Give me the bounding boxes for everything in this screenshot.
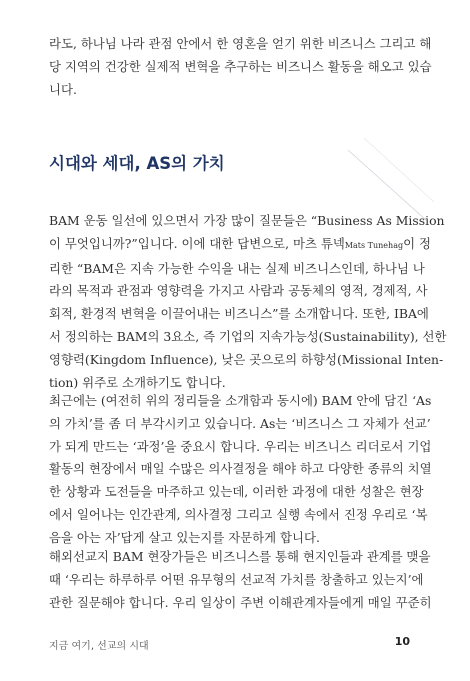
text-line: 활동의 현장에서 매일 수많은 의사결정을 해야 하고 다양한 종류의 치열 xyxy=(49,461,432,477)
text-line: 때 ‘우리는 하루하루 어떤 유무형의 선교적 가치를 창출하고 있는지’에 xyxy=(49,571,424,587)
intro-paragraph xyxy=(49,33,432,101)
text-line: 영향력(Kingdom Influence), 낮은 곳으로의 하향성(Missional Inten- xyxy=(49,351,444,367)
text-line: 라의 목적과 관점과 영향력을 가지고 사람과 공동체의 영적, 경제적, 사 xyxy=(49,283,428,299)
text-line: 에서 일어나는 인간관계, 의사결정 그리고 실행 속에서 진정 우리로 ‘복 xyxy=(49,506,428,522)
text-line: 당 지역의 건강한 실제적 변혁을 추구하는 비즈니스 활동을 해오고 있습 xyxy=(49,58,432,74)
text-line: 의 가치’를 좀 더 부각시키고 있습니다. As는 ‘비즈니스 그 자체가 선교’ xyxy=(49,415,431,431)
text-line: 니다. xyxy=(49,81,77,97)
page-number: 10 xyxy=(394,635,410,648)
paragraph-as-value xyxy=(49,390,432,550)
text-line: 해외선교지 BAM 현장가들은 비즈니스를 통해 현지인들과 관계를 맺을 xyxy=(49,549,431,564)
text-line: 라도, 하나님 나라 관점 안에서 한 영혼을 얻기 위한 비즈니스 그리고 해 xyxy=(49,36,432,51)
text-line: 가 되게 만드는 ‘과정’을 중요시 합니다. 우리는 비즈니스 리더로서 기업 xyxy=(49,438,432,454)
paragraph-field-practitioners xyxy=(49,546,432,614)
text-line: 이 무엇입니까?”입니다. 이에 대한 답변으로, 마츠 튜넥Mats Tunehag이 정 xyxy=(49,235,431,251)
section-heading: 시대와 세대, AS의 가치 xyxy=(49,154,225,173)
text-line: 서 정의하는 BAM의 3요소, 즉 기업의 지속가능성(Sustainability), 선한 xyxy=(49,328,447,344)
name-annotation: Mats Tunehag xyxy=(344,240,404,250)
text-line: 관한 질문해야 합니다. 우리 일상이 주변 이해관계자들에게 매일 꾸준히 xyxy=(49,594,432,610)
running-footer-title: 지금 여기, 선교의 시대 xyxy=(49,641,149,652)
text-line: 음을 아는 자’답게 살고 있는지를 자문하게 합니다. xyxy=(49,529,320,545)
text-line: 한 상황과 도전들을 마주하고 있는데, 이러한 과정에 대한 성찰은 현장 xyxy=(49,484,424,500)
paragraph-bam-definition xyxy=(49,210,447,394)
text-line: 리한 “BAM은 지속 가능한 수익을 내는 실제 비즈니스인데, 하나님 나 xyxy=(49,260,425,276)
text-line: tion) 위주로 소개하기도 합니다. xyxy=(49,374,226,390)
text-line: BAM 운동 일선에 있으면서 가장 많이 질문들은 “Business As Mission xyxy=(49,213,445,228)
text-line: 최근에는 (여전히 위의 정리들을 소개함과 동시에) BAM 안에 담긴 ‘As xyxy=(49,393,432,408)
text-line: 회적, 환경적 변혁을 이끌어내는 비즈니스”를 소개합니다. 또한, IBA에 xyxy=(49,306,429,322)
